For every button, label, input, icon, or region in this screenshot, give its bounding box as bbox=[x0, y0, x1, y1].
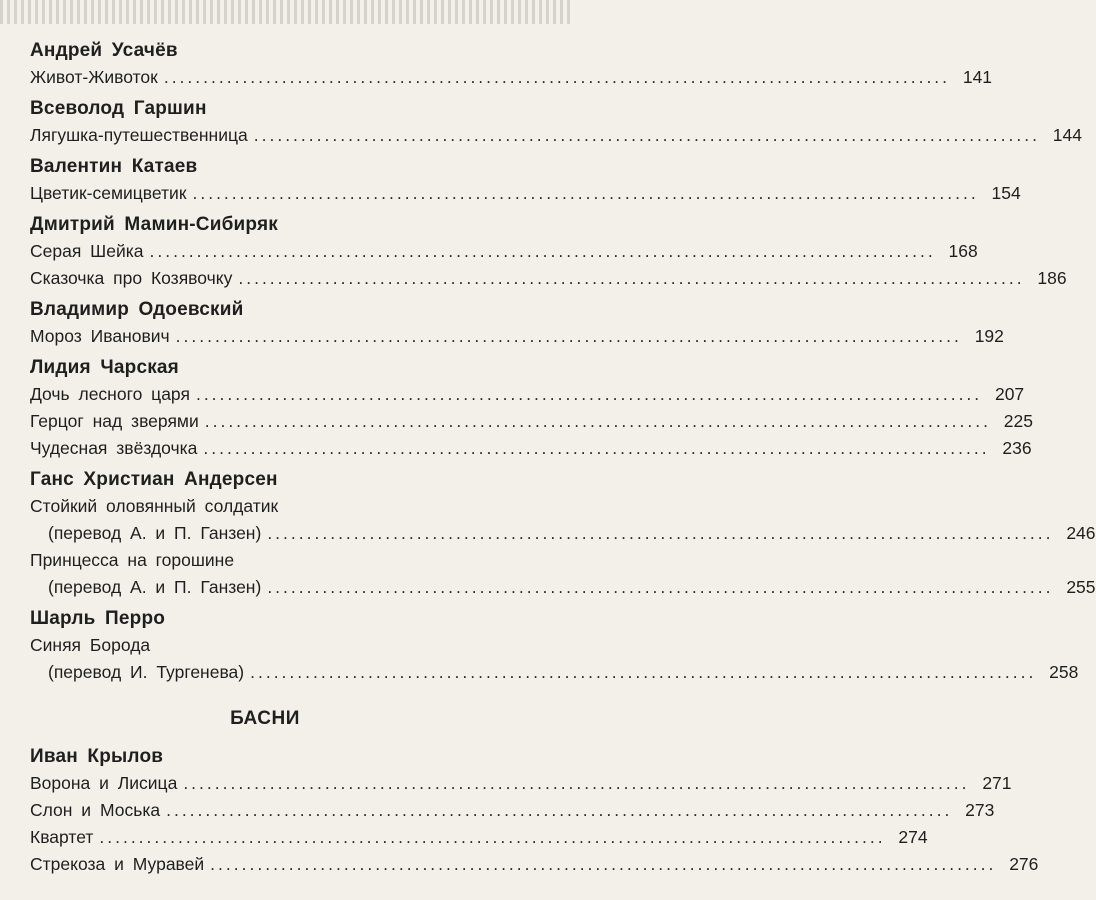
toc-entry bbox=[30, 824, 928, 851]
toc-entry bbox=[30, 238, 978, 265]
toc-entry bbox=[30, 64, 993, 91]
toc-fable-groups bbox=[30, 744, 1039, 878]
author-group bbox=[30, 212, 1067, 292]
toc-entry bbox=[30, 408, 1033, 435]
dot-leader: .................................................................................................... bbox=[267, 577, 1054, 597]
toc-entry bbox=[30, 323, 1004, 350]
entry-subtitle-line bbox=[30, 659, 1079, 686]
entry-title: Ворона и Лисица bbox=[30, 773, 178, 793]
entry-title: Квартет bbox=[30, 827, 94, 847]
author-name: Иван Крылов bbox=[30, 746, 164, 767]
page-number: 141 bbox=[962, 67, 993, 87]
author-name: Андрей Усачёв bbox=[30, 40, 178, 61]
dot-leader: .................................................................................................... bbox=[163, 67, 951, 87]
author-group bbox=[30, 606, 1079, 686]
author-name: Владимир Одоевский bbox=[30, 299, 244, 320]
author-group bbox=[30, 467, 1096, 601]
entry-subtitle: (перевод А. и П. Ганзен) bbox=[48, 523, 262, 543]
toc-entry bbox=[30, 381, 1025, 408]
dot-leader: .................................................................................................... bbox=[210, 854, 997, 874]
page-number: 276 bbox=[1009, 854, 1039, 874]
entry-title: Стойкий оловянный солдатик bbox=[30, 496, 279, 516]
entry-title: Серая Шейка bbox=[30, 241, 144, 261]
page-number: 236 bbox=[1002, 438, 1032, 458]
entry-subtitle-line bbox=[30, 574, 1096, 601]
toc-entry bbox=[30, 547, 1096, 601]
entry-title: Стрекоза и Муравей bbox=[30, 854, 205, 874]
page-number: 168 bbox=[948, 241, 978, 261]
entry-title: Живот-Животок bbox=[30, 67, 158, 87]
table-of-contents bbox=[30, 38, 1096, 883]
author-name: Валентин Катаев bbox=[30, 156, 198, 177]
dot-leader: .................................................................................................... bbox=[149, 241, 936, 261]
dot-leader: .................................................................................................... bbox=[99, 827, 886, 847]
toc-entry bbox=[30, 797, 995, 824]
entry-title: Дочь лесного царя bbox=[30, 384, 190, 404]
dot-leader: .................................................................................................... bbox=[204, 411, 991, 431]
author-name: Лидия Чарская bbox=[30, 357, 179, 378]
toc-entry bbox=[30, 493, 1096, 547]
page-number: 273 bbox=[965, 800, 995, 820]
author-name: Шарль Перро bbox=[30, 608, 166, 629]
page-number: 154 bbox=[991, 183, 1021, 203]
toc-author-groups bbox=[30, 38, 1096, 686]
entry-title: Сказочка про Козявочку bbox=[30, 268, 233, 288]
entry-title: Цветик-семицветик bbox=[30, 183, 187, 203]
toc-entry bbox=[30, 435, 1032, 462]
section-heading: БАСНИ bbox=[230, 708, 300, 729]
entry-title: Герцог над зверями bbox=[30, 411, 199, 431]
page-number: 271 bbox=[982, 773, 1012, 793]
page-number: 255 bbox=[1066, 577, 1096, 597]
dot-leader: .................................................................................................... bbox=[267, 523, 1054, 543]
entry-title: Лягушка-путешественница bbox=[30, 125, 248, 145]
dot-leader: .................................................................................................... bbox=[192, 183, 979, 203]
entry-subtitle-line bbox=[30, 520, 1096, 547]
dot-leader: .................................................................................................... bbox=[238, 268, 1025, 288]
page-number: 192 bbox=[974, 326, 1004, 346]
entry-title: Принцесса на горошине bbox=[30, 550, 235, 570]
entry-subtitle: (перевод А. и П. Ганзен) bbox=[48, 577, 262, 597]
toc-entry bbox=[30, 770, 1012, 797]
toc-entry bbox=[30, 180, 1021, 207]
author-name: Всеволод Гаршин bbox=[30, 98, 207, 119]
dot-leader: .................................................................................................... bbox=[253, 125, 1040, 145]
page-number: 225 bbox=[1003, 411, 1033, 431]
author-group bbox=[30, 96, 1082, 149]
toc-entry bbox=[30, 265, 1067, 292]
entry-title: Чудесная звёздочка bbox=[30, 438, 198, 458]
page-number: 186 bbox=[1037, 268, 1067, 288]
author-group bbox=[30, 38, 993, 91]
dot-leader: .................................................................................................... bbox=[203, 438, 990, 458]
toc-entry bbox=[30, 851, 1039, 878]
entry-title: Мороз Иванович bbox=[30, 326, 170, 346]
author-group bbox=[30, 154, 1021, 207]
entry-title: Слон и Моська bbox=[30, 800, 161, 820]
entry-subtitle: (перевод И. Тургенева) bbox=[48, 662, 245, 682]
toc-entry bbox=[30, 122, 1082, 149]
dot-leader: .................................................................................................... bbox=[195, 384, 983, 404]
toc-entry bbox=[30, 632, 1079, 686]
dot-leader: .................................................................................................... bbox=[183, 773, 970, 793]
author-group bbox=[30, 297, 1004, 350]
dot-leader: .................................................................................................... bbox=[250, 662, 1037, 682]
page-top-strip bbox=[0, 0, 574, 24]
page-number: 258 bbox=[1049, 662, 1079, 682]
entry-title: Синяя Борода bbox=[30, 635, 151, 655]
author-name: Ганс Христиан Андерсен bbox=[30, 469, 278, 490]
author-group bbox=[30, 355, 1033, 462]
page-number: 274 bbox=[898, 827, 928, 847]
page-number: 246 bbox=[1066, 523, 1096, 543]
author-name: Дмитрий Мамин-Сибиряк bbox=[30, 214, 278, 235]
page-number: 207 bbox=[994, 384, 1025, 404]
page-number: 144 bbox=[1052, 125, 1082, 145]
author-group bbox=[30, 744, 1039, 878]
dot-leader: .................................................................................................... bbox=[175, 326, 962, 346]
dot-leader: .................................................................................................... bbox=[166, 800, 953, 820]
